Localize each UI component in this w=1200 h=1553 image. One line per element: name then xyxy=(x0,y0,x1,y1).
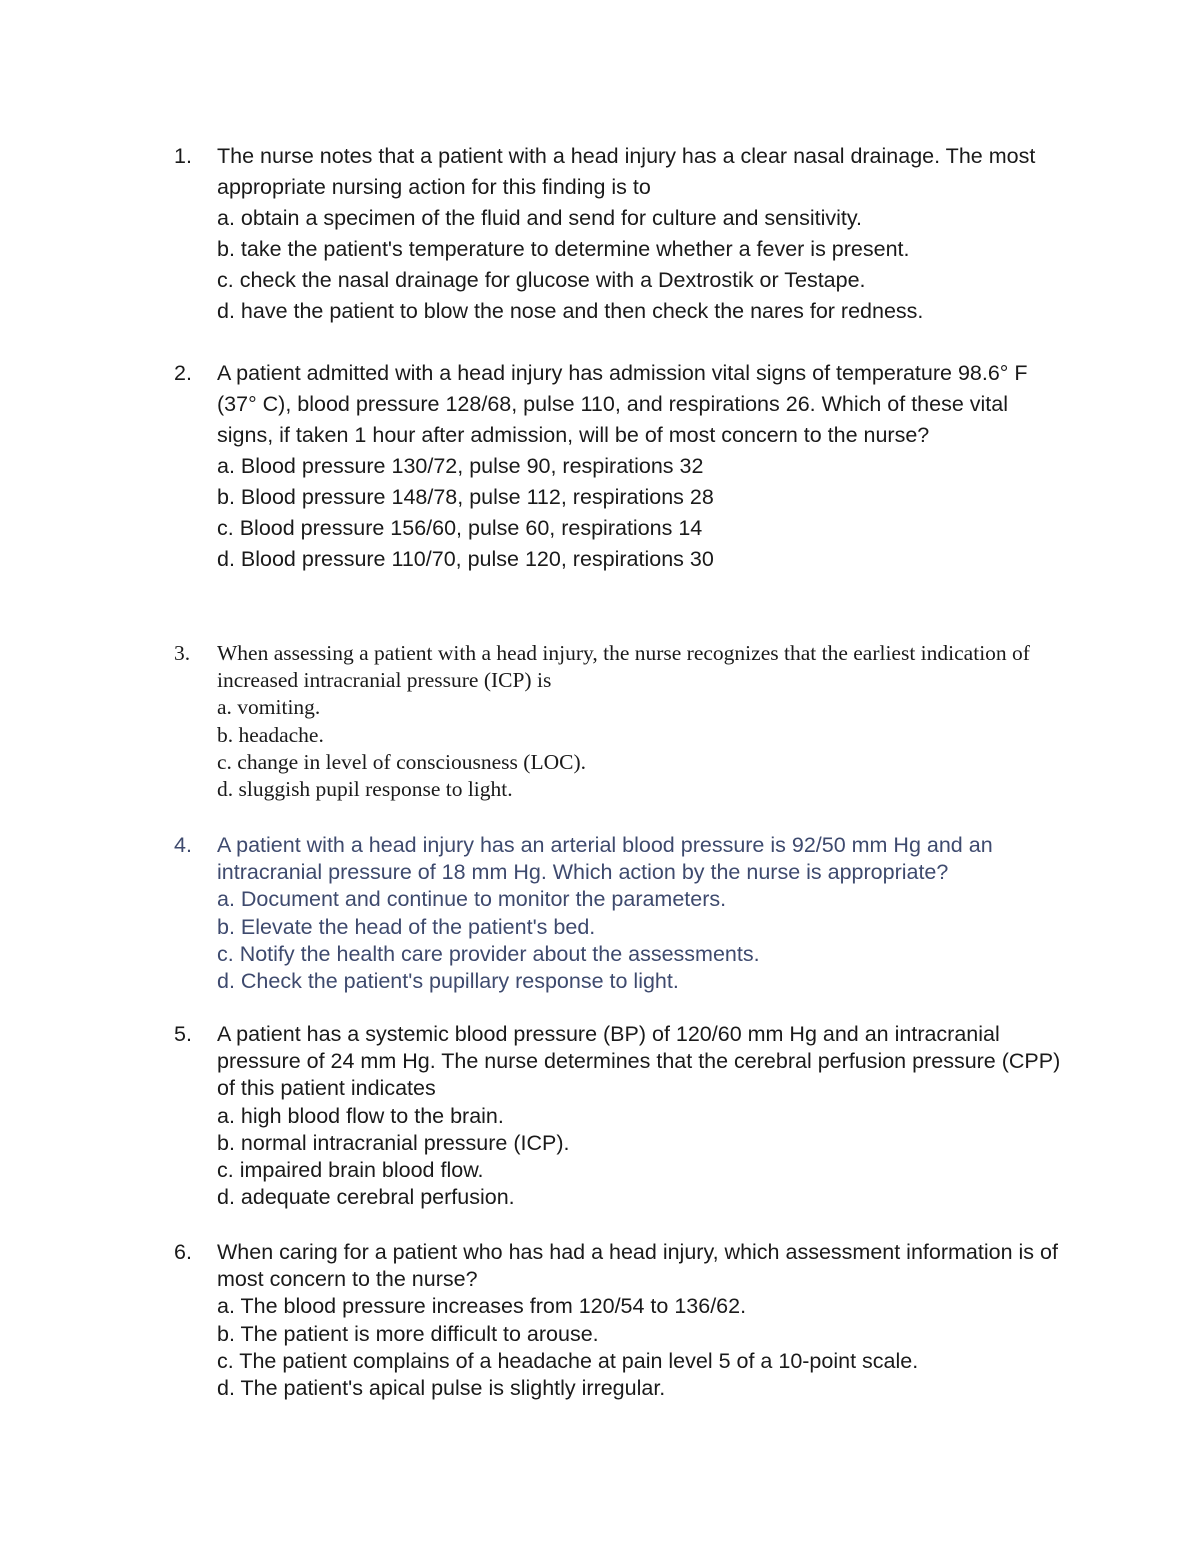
option-c: c. impaired brain blood flow. xyxy=(217,1158,484,1183)
option-d: d. have the patient to blow the nose and then check the nares for redness. xyxy=(217,299,924,323)
question-stem: When assessing a patient with a head injury, the nurse recognizes that the earliest indication of increased intracranial pressure (ICP) is xyxy=(217,641,1030,693)
option-b: b. The patient is more difficult to arouse. xyxy=(217,1321,599,1346)
option-d: d. Blood pressure 110/70, pulse 120, respirations 30 xyxy=(217,547,714,571)
option-d: d. The patient's apical pulse is slightly irregular. xyxy=(217,1376,666,1401)
option-d: d. Check the patient's pupillary response to light. xyxy=(217,969,679,994)
question-4 xyxy=(168,832,1068,995)
question-stem: A patient with a head injury has an arterial blood pressure is 92/50 mm Hg and an intracranial pressure of 18 mm Hg. Which action by the nurse is appropriate? xyxy=(217,833,993,885)
question-6 xyxy=(168,1239,1068,1402)
question-3 xyxy=(168,640,1068,803)
option-c: c. Blood pressure 156/60, pulse 60, respirations 14 xyxy=(217,516,703,540)
question-2 xyxy=(168,358,1068,575)
question-number: 5. xyxy=(174,1022,192,1046)
option-d: d. adequate cerebral perfusion. xyxy=(217,1185,515,1210)
option-c: c. The patient complains of a headache at pain level 5 of a 10-point scale. xyxy=(217,1348,919,1373)
option-b: b. Blood pressure 148/78, pulse 112, respirations 28 xyxy=(217,485,714,509)
option-a: a. obtain a specimen of the fluid and send for culture and sensitivity. xyxy=(217,206,862,230)
question-number: 2. xyxy=(174,361,192,385)
option-d: d. sluggish pupil response to light. xyxy=(217,777,513,802)
question-stem: A patient has a systemic blood pressure (BP) of 120/60 mm Hg and an intracranial pressure of 24 mm Hg. The nurse determines that the cerebral perfusion pressure (CPP) of this patient indicates xyxy=(217,1022,1061,1101)
question-number: 1. xyxy=(174,144,192,168)
question-number: 4. xyxy=(174,833,192,857)
question-1 xyxy=(168,141,1068,327)
option-a: a. Blood pressure 130/72, pulse 90, respirations 32 xyxy=(217,454,704,478)
option-a: a. vomiting. xyxy=(217,695,321,720)
question-stem: A patient admitted with a head injury has admission vital signs of temperature 98.6° F (37° C), blood pressure 128/68, pulse 110, and respirations 26. Which of these vital signs, if taken 1 hour after admission, will be of most concern to the nurse? xyxy=(217,361,1028,447)
question-number: 3. xyxy=(174,641,191,665)
option-a: a. The blood pressure increases from 120/54 to 136/62. xyxy=(217,1294,747,1319)
option-c: c. Notify the health care provider about the assessments. xyxy=(217,941,760,966)
option-c: c. check the nasal drainage for glucose with a Dextrostik or Testape. xyxy=(217,268,866,292)
question-stem: When caring for a patient who has had a head injury, which assessment information is of most concern to the nurse? xyxy=(217,1240,1058,1292)
option-b: b. normal intracranial pressure (ICP). xyxy=(217,1130,570,1155)
option-b: b. Elevate the head of the patient's bed. xyxy=(217,914,596,939)
question-number: 6. xyxy=(174,1240,192,1264)
question-5 xyxy=(168,1021,1068,1211)
option-b: b. headache. xyxy=(217,722,324,747)
option-c: c. change in level of consciousness (LOC). xyxy=(217,749,586,774)
option-b: b. take the patient's temperature to determine whether a fever is present. xyxy=(217,237,910,261)
question-stem: The nurse notes that a patient with a head injury has a clear nasal drainage. The most appropriate nursing action for this finding is to xyxy=(217,144,1036,199)
option-a: a. high blood flow to the brain. xyxy=(217,1103,504,1128)
option-a: a. Document and continue to monitor the parameters. xyxy=(217,887,727,912)
